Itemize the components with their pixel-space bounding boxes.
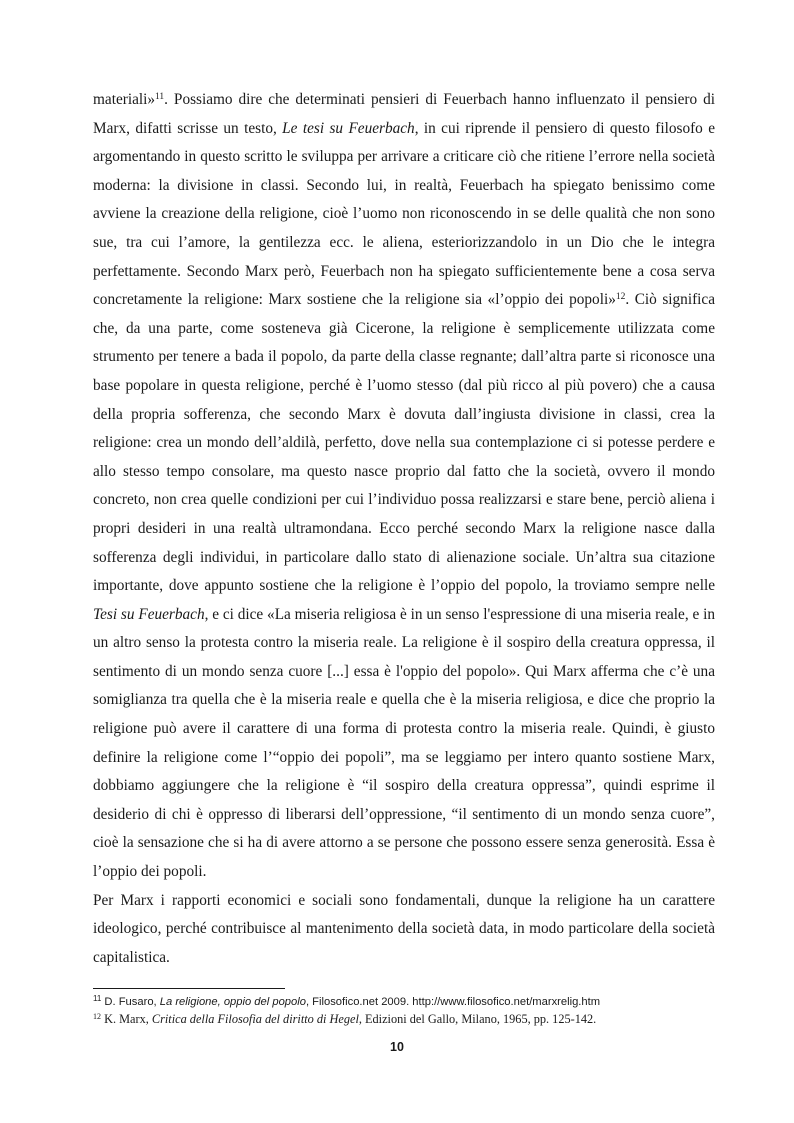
footnotes (93, 994, 733, 1028)
text-run: , e ci dice «La miseria religiosa è in un senso l'espressione di una miseria reale, e in un altro senso la protesta contro la miseria reale. La religione è il sospiro della creatura oppressa, il sentimento di un mondo senza cuore [...] essa è l'oppio del popolo». Qui Marx afferma che c’è una somiglianza tra quella che è la miseria reale e quella che è la miseria religiosa, e dice che proprio la religione può avere il carattere di una forma di protesta contro la miseria reale. Quindi, è giusto definire la religione come l’“oppio dei popoli”, ma se leggiamo per intero quanto sostiene Marx, dobbiamo aggiungere che la religione è “il sospiro della creatura oppressa”, quindi esprime il desiderio di chi è oppresso di liberarsi dell’oppressione, “il sentimento di un mondo senza cuore”, cioè la sensazione che si ha di avere attorno a se persone che possono essere senza generosità. Essa è l’oppio dei popoli. (93, 605, 715, 881)
paragraph-1 (93, 86, 715, 887)
footnote-source: , Edizioni del Gallo, Milano, 1965, pp. 125-142. (358, 1012, 597, 1026)
footnote-source: , Filosofico.net 2009. http://www.filosofico.net/marxrelig.htm (305, 996, 601, 1008)
text-run: , in cui riprende il pensiero di questo filosofo e argomentando in questo scritto le sviluppa per arrivare a criticare ciò che ritiene l’errore nella società moderna: la divisione in classi. Secondo lui, in realtà, Feuerbach ha spiegato benissimo come avviene la creazione della religione, cioè l’uomo non riconoscendo in se delle qualità che non sono sue, tra cui l’amore, la gentilezza ecc. le aliena, esteriorizzandolo in un Dio che le integra perfettamente. Secondo Marx però, Feuerbach non ha spiegato sufficientemente bene a cosa serva concretamente la religione: Marx sostiene che la religione sia «l’oppio dei popoli» (93, 119, 715, 309)
footnote-11 (93, 994, 733, 1011)
paragraph-2: Per Marx i rapporti economici e sociali sono fondamentali, dunque la religione ha un carattere ideologico, perché contribuisce al mantenimento della società data, in modo particolare della società capitalistica. (93, 891, 715, 966)
footnote-author: D. Fusaro, (101, 996, 160, 1008)
footnote-12 (93, 1011, 733, 1028)
footnote-title: La religione, oppio del popolo (159, 996, 306, 1008)
footnote-ref-12[interactable]: 12 (615, 292, 626, 303)
text-run: . Possiamo dire che determinati pensieri di Feuerbach hanno influenzato il pensiero di Marx, difatti scrisse un testo, (93, 91, 715, 137)
text-run: materiali» (93, 91, 156, 108)
footnote-ref-11[interactable]: 11 (155, 92, 165, 102)
footnote-number: 12 (93, 1012, 101, 1021)
footnote-title: Critica della Filosofia del diritto di Hegel (151, 1012, 359, 1026)
work-title: Tesi su Feuerbach (93, 605, 205, 623)
body-text (93, 86, 715, 972)
footnote-author: K. Marx, (101, 1012, 152, 1026)
work-title: Le tesi su Feuerbach (282, 119, 415, 137)
page-number: 10 (390, 1040, 404, 1054)
footnote-number: 11 (93, 994, 102, 1003)
footnote-separator (93, 988, 285, 989)
text-run: . Ciò significa che, da una parte, come sosteneva già Cicerone, la religione è semplicemente utilizzata come strumento per tenere a bada il popolo, da parte della classe regnante; dall’altra parte si riconosce una base popolare in questa religione, perché è l’uomo stesso (dal più ricco al più povero) che a causa della propria sofferenza, che secondo Marx è dovuta dall’ingiusta divisione in classi, crea la religione: crea un mondo dell’aldilà, perfetto, dove nella sua contemplazione ci si potesse perdere e allo stesso tempo consolare, ma questo nasce proprio dal fatto che la società, ovvero il mondo concreto, non crea quelle condizioni per cui l’individuo possa realizzarsi e stare bene, perciò aliena i propri desideri in una realtà ultramondana. Ecco perché secondo Marx la religione nasce dalla sofferenza degli individui, in particolare dallo stato di alienazione sociale. Un’altra sua citazione importante, dove appunto sostiene che la religione è l’oppio del popolo, la troviamo sempre nelle (93, 291, 715, 595)
